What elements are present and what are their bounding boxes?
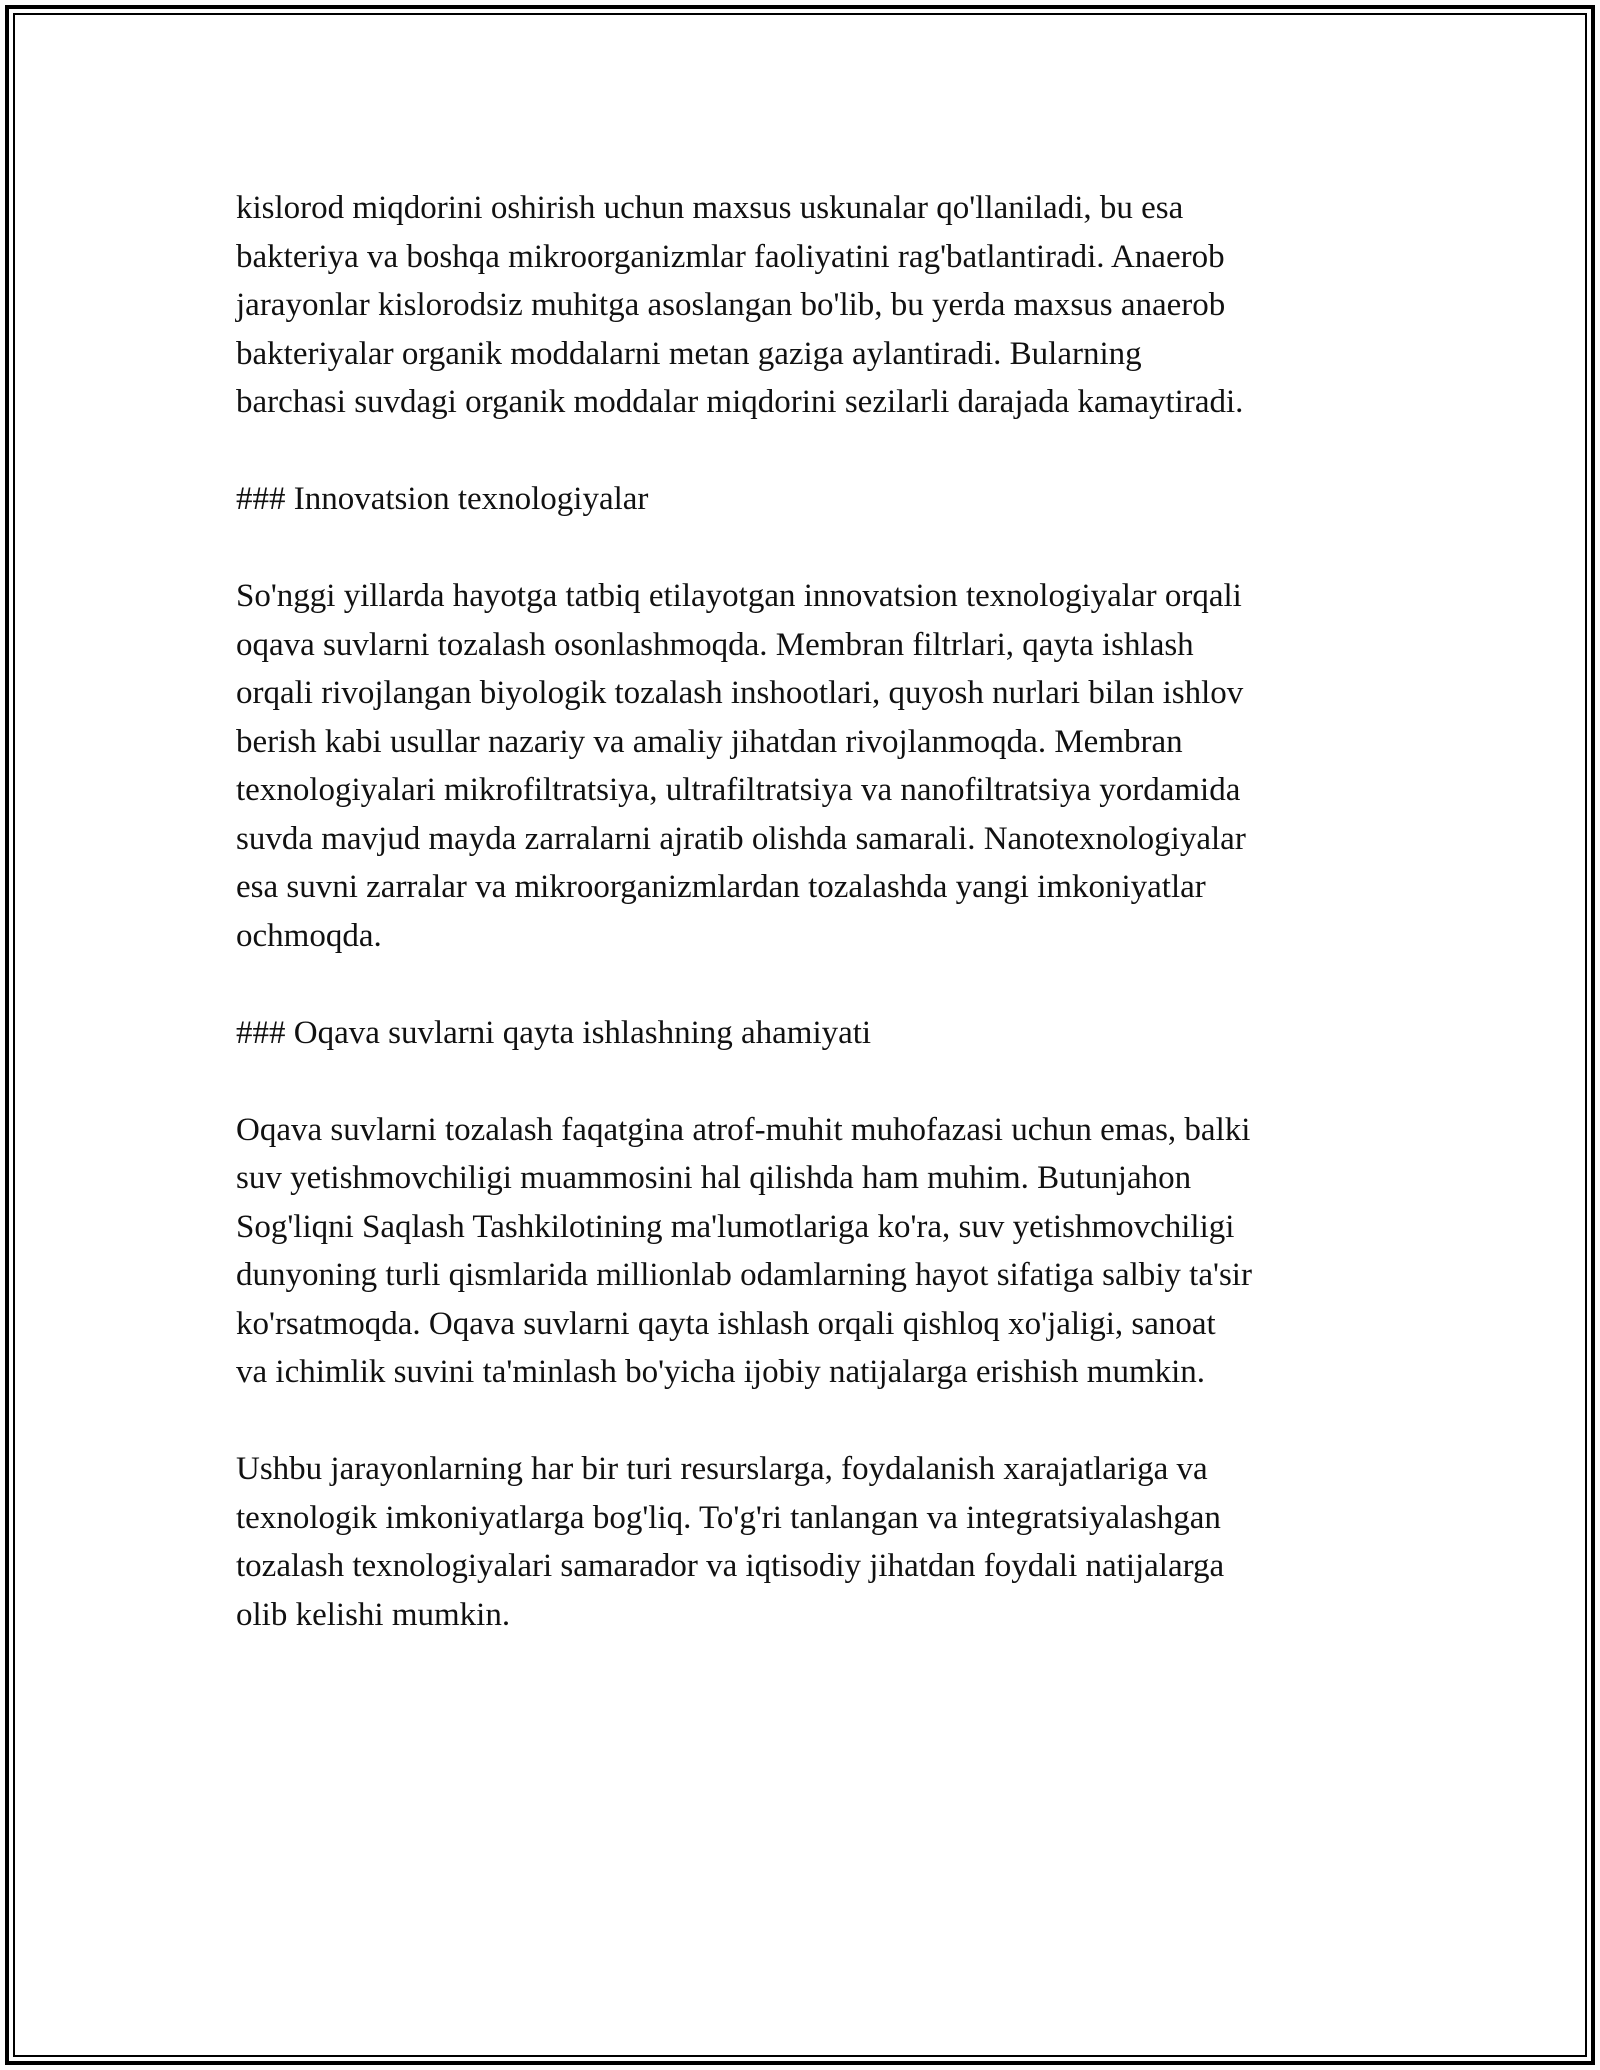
paragraph-innovative-technologies: So'nggi yillarda hayotga tatbiq etilayotgan innovatsion texnologiyalar orqali oqava suvlarni tozalash osonlashmoqda. Membran filtrlari, qayta ishlash orqali rivojlangan biyologik tozalash inshootlari, quyosh nurlari bilan ishlov berish kabi usullar nazariy va amaliy jihatdan rivojlanmoqda. Membran texnologiyalari mikrofiltratsiya, ultrafiltratsiya va nanofiltratsiya yordamida suvda mavjud mayda zarralarni ajratib olishda samarali. Nanotexnologiyalar esa suvni zarralar va mikroorganizmlardan tozalashda yangi imkoniyatlar ochmoqda. (236, 578, 1246, 954)
paragraph-wastewater-reuse: Oqava suvlarni tozalash faqatgina atrof-muhit muhofazasi uchun emas, balki suv yetishmovchiligi muammosini hal qilishda ham muhim. Butunjahon Sog'liqni Saqlash Tashkilotining ma'lumotlariga ko'ra, suv yetishmovchiligi dunyoning turli qismlarida millionlab odamlarning hayot sifatiga salbiy ta'sir ko'rsatmoqda. Oqava suvlarni qayta ishlash orqali qishloq xo'jaligi, sanoat va ichimlik suvini ta'minlash bo'yicha ijobiy natijalarga erishish mumkin. (236, 1111, 1252, 1390)
document-body (236, 184, 1376, 1639)
heading-innovative-technologies: ### Innovatsion texnologiyalar (236, 481, 649, 517)
heading-wastewater-reuse-importance: ### Oqava suvlarni qayta ishlashning ahamiyati (236, 1014, 872, 1051)
paragraph-aerobic-anaerobic: kislorod miqdorini oshirish uchun maxsus uskunalar qo'llaniladi, bu esa bakteriya va boshqa mikroorganizmlar faoliyatini rag'batlantiradi. Anaerob jarayonlar kislorodsiz muhitga asoslangan bo'lib, bu yerda maxsus anaerob bakteriyalar organik moddalarni metan gaziga aylantiradi. Bularning barchasi suvdagi organik moddalar miqdorini sezilarli darajada kamaytiradi. (236, 190, 1244, 420)
paragraph-conclusion: Ushbu jarayonlarning har bir turi resurslarga, foydalanish xarajatlariga va texnologik imkoniyatlarga bog'liq. To'g'ri tanlangan va integratsiyalashgan tozalash texnologiyalari samarador va iqtisodiy jihatdan foydali natijalarga olib kelishi mumkin. (236, 1451, 1225, 1633)
